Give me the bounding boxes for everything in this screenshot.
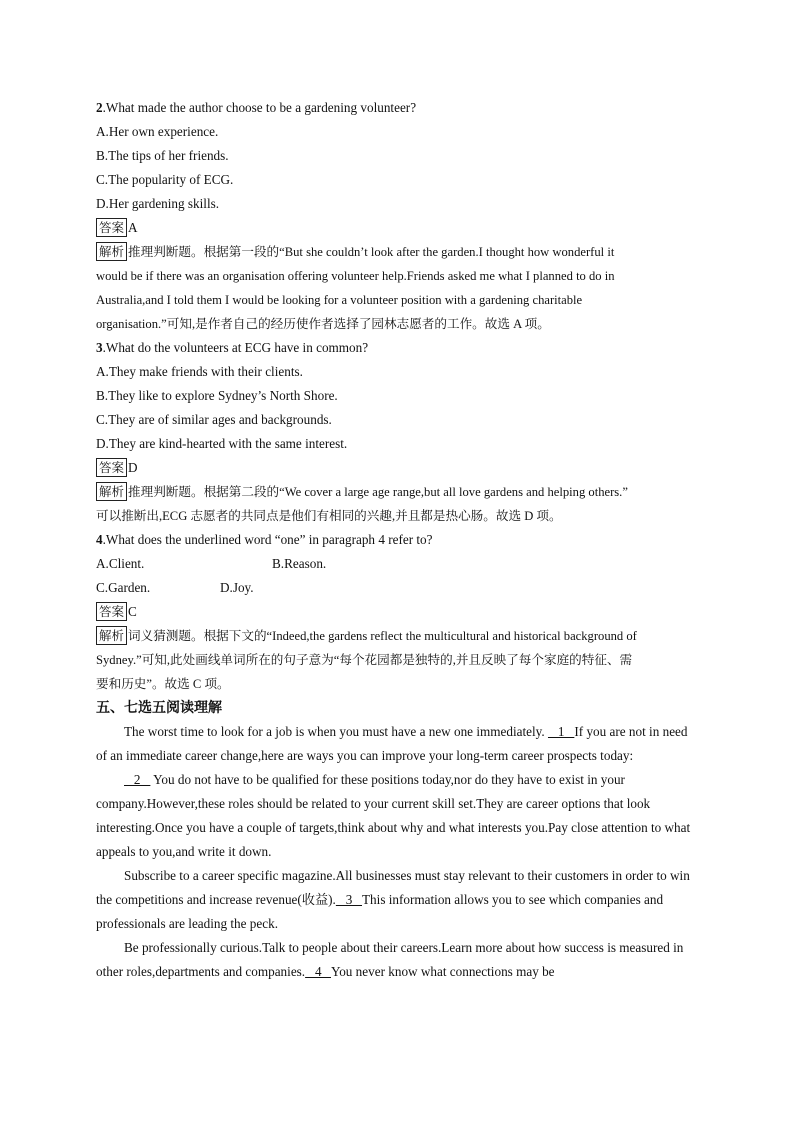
blank-2: 2: [124, 772, 151, 787]
analysis-tag: 解析: [96, 482, 127, 501]
passage-text: You do not have to be qualified for these positions today,nor do they have to exist in your company.However,these roles should be related to your current skill set.They are career options that look interesting.Once you have a couple of targets,think about why and what interests you.Pay close attention to what appeals to you,and write it down.: [96, 772, 691, 859]
option-c: C.The popularity of ECG.: [96, 172, 234, 187]
analysis-tag: 解析: [96, 626, 127, 645]
blank-3: 3: [335, 892, 362, 907]
question-number: 2: [96, 100, 103, 115]
question-text: .What made the author choose to be a gardening volunteer?: [102, 100, 417, 115]
analysis-text: 推理判断题。根据第一段的“But she couldn’t look after the garden.I thought how wonderful it: [128, 245, 615, 259]
blank-4: 4: [305, 964, 331, 979]
passage-text: Subscribe to a career specific magazine.All businesses must stay relevant to their customers in order to win the competitions and increase revenue(收益).: [96, 868, 690, 907]
passage-text: The worst time to look for a job is when you must have a new one immediately.: [124, 724, 545, 739]
question-text: .What do the volunteers at ECG have in common?: [102, 340, 369, 355]
analysis-text: 词义猜测题。根据下文的“Indeed,the gardens reflect the multicultural and historical background of: [128, 629, 637, 643]
passage-paragraph-4: [96, 936, 700, 984]
options-row-cd: [96, 576, 700, 600]
option-d: D.Joy.: [220, 580, 254, 595]
question-text: .What does the underlined word “one” in paragraph 4 refer to?: [102, 532, 433, 547]
option-b: B.The tips of her friends.: [96, 148, 229, 163]
option-a: A.Her own experience.: [96, 124, 219, 139]
analysis-line: Sydney.”可知,此处画线单词所在的句子意为“每个花园都是独特的,并且反映了每个家庭的特征、需: [96, 653, 633, 667]
answer-line: [96, 216, 700, 240]
option-d: D.Her gardening skills.: [96, 196, 220, 211]
analysis-line: [96, 480, 700, 504]
analysis-line: 可以推断出,ECG 志愿者的共同点是他们有相同的兴趣,并且都是热心肠。故选 D 项。: [96, 509, 562, 523]
answer-value: D: [128, 460, 138, 475]
option-a: A.They make friends with their clients.: [96, 364, 303, 379]
question-4-stem: [96, 528, 700, 552]
passage-text: This information allows you to see which companies and professionals are leading the peck.: [96, 892, 664, 931]
answer-line: [96, 456, 700, 480]
answer-line: [96, 600, 700, 624]
answer-value: C: [128, 604, 137, 619]
answer-tag: 答案: [96, 602, 127, 621]
question-number: 3: [96, 340, 103, 355]
passage-paragraph-3: [96, 864, 700, 936]
question-3-stem: [96, 336, 700, 360]
passage-text: You never know what connections may be: [331, 964, 555, 979]
option-c: C.Garden.: [96, 580, 151, 595]
option-a: A.Client.: [96, 556, 145, 571]
analysis-line: organisation.”可知,是作者自己的经历使作者选择了园林志愿者的工作。故选 A 项。: [96, 317, 550, 331]
option-b: B.They like to explore Sydney’s North Shore.: [96, 388, 338, 403]
question-number: 4: [96, 532, 103, 547]
option-d: D.They are kind-hearted with the same interest.: [96, 436, 348, 451]
blank-1: 1: [547, 724, 575, 739]
analysis-tag: 解析: [96, 242, 127, 261]
analysis-line: Australia,and I told them I would be looking for a volunteer position with a gardening charitable: [96, 293, 583, 307]
answer-tag: 答案: [96, 218, 127, 237]
passage-text: If you are not in need of an immediate career change,here are ways you can improve your long-term career prospects today:: [96, 724, 688, 763]
analysis-line: [96, 624, 700, 648]
options-row-ab: [96, 552, 700, 576]
answer-tag: 答案: [96, 458, 127, 477]
passage-paragraph-1: [96, 720, 700, 768]
analysis-line: 要和历史”。故选 C 项。: [96, 677, 230, 691]
analysis-line: would be if there was an organisation offering volunteer help.Friends asked me what I planned to do in: [96, 269, 615, 283]
passage-paragraph-2: [96, 768, 700, 864]
analysis-text: 推理判断题。根据第二段的“We cover a large age range,but all love gardens and helping others.”: [128, 485, 628, 499]
option-b: B.Reason.: [272, 556, 327, 571]
answer-value: A: [128, 220, 138, 235]
passage-text: Be professionally curious.Talk to people about their careers.Learn more about how success is measured in other roles,departments and companies.: [96, 940, 684, 979]
option-c: C.They are of similar ages and backgrounds.: [96, 412, 332, 427]
section-title: 五、七选五阅读理解: [96, 700, 222, 716]
document-page: [96, 96, 700, 984]
analysis-line: [96, 240, 700, 264]
question-2-stem: [96, 96, 700, 120]
